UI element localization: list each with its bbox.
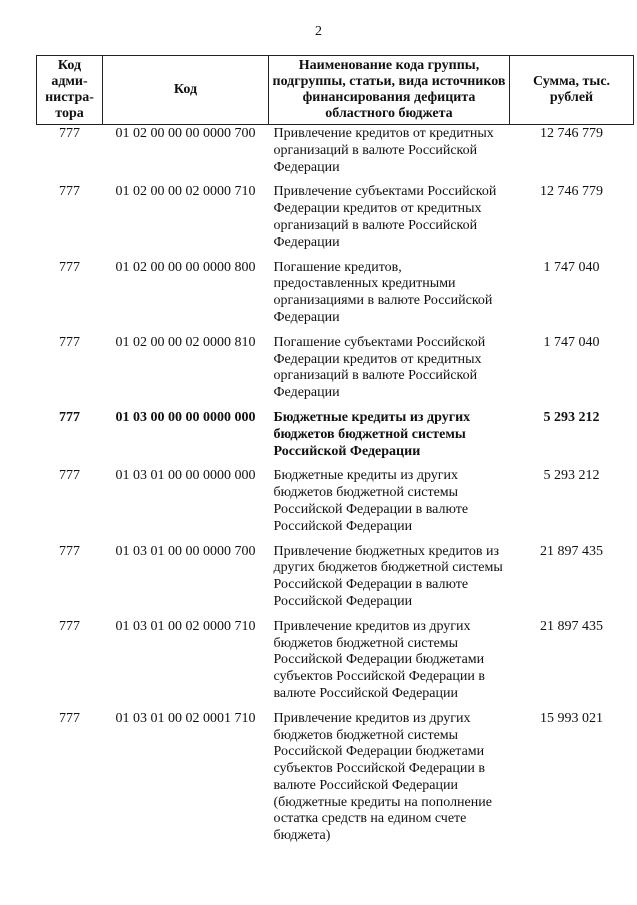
code-cell: 01 02 00 00 00 0000 800 (115, 259, 256, 275)
code-cell: 01 03 00 00 00 0000 000 (115, 409, 256, 425)
header-sum: Сумма, тыс. рублей (510, 56, 634, 125)
admin-code-cell: 777 (59, 334, 80, 350)
header-code: Код (103, 56, 269, 125)
admin-code-cell: 777 (59, 409, 80, 425)
admin-code-cell: 777 (59, 618, 80, 634)
table-row (37, 467, 634, 542)
admin-code-cell: 777 (59, 126, 80, 141)
header-name: Наименование кода группы, подгруппы, статьи, вида источников финансирования дефицита областного бюджета (269, 56, 510, 125)
sum-cell: 21 897 435 (540, 618, 603, 634)
code-cell: 01 02 00 00 02 0000 810 (115, 334, 256, 350)
table-row (37, 334, 634, 409)
code-cell: 01 03 01 00 02 0001 710 (115, 710, 256, 726)
name-cell: Бюджетные кредиты из других бюджетов бюджетной системы Российской Федерации (273, 409, 471, 459)
sum-cell: 1 747 040 (543, 259, 600, 275)
name-cell: Привлечение субъектами Российской Федерации кредитов от кредитных организаций в валюте Российской Федерации (273, 184, 497, 250)
table-row (37, 618, 634, 710)
code-cell: 01 03 01 00 00 0000 000 (115, 468, 256, 484)
sum-cell: 1 747 040 (543, 334, 600, 350)
header-admin-code: Код адми-нистра-тора (37, 56, 103, 125)
table-row (37, 543, 634, 618)
table-row (37, 259, 634, 334)
sources-of-financing-table (36, 55, 634, 852)
table-row (37, 125, 634, 184)
name-cell: Привлечение кредитов из других бюджетов бюджетной системы Российской Федерации бюджетами субъектов Российской Федерации в валюте Российской Федерации (273, 618, 485, 701)
table-row (37, 183, 634, 258)
code-cell: 01 02 00 00 02 0000 710 (115, 184, 256, 200)
sum-cell: 21 897 435 (540, 543, 603, 559)
table-header (37, 56, 634, 125)
table-body (37, 125, 634, 853)
name-cell: Привлечение кредитов из других бюджетов бюджетной системы Российской Федерации бюджетами субъектов Российской Федерации в валюте Российской Федерации (бюджетные кредиты на пополнение остатка средств на едином счете бюджета) (273, 710, 492, 844)
admin-code-cell: 777 (59, 259, 80, 275)
table-header-row (37, 56, 634, 125)
name-cell: Бюджетные кредиты из других бюджетов бюджетной системы Российской Федерации в валюте Российской Федерации (273, 468, 469, 534)
table-row (37, 409, 634, 467)
code-cell: 01 02 00 00 00 0000 700 (115, 126, 256, 141)
name-cell: Погашение кредитов, предоставленных кредитными организациями в валюте Российской Федерации (273, 259, 493, 325)
sum-cell: 5 293 212 (543, 409, 600, 425)
sum-cell: 12 746 779 (540, 184, 603, 200)
name-cell: Привлечение кредитов от кредитных организаций в валюте Российской Федерации (273, 126, 494, 175)
code-cell: 01 03 01 00 00 0000 700 (115, 543, 256, 559)
table-row (37, 710, 634, 852)
admin-code-cell: 777 (59, 184, 80, 200)
admin-code-cell: 777 (59, 543, 80, 559)
name-cell: Привлечение бюджетных кредитов из других бюджетов бюджетной системы Российской Федерации в валюте Российской Федерации (273, 543, 503, 609)
sum-cell: 5 293 212 (543, 468, 600, 484)
sum-cell: 15 993 021 (540, 710, 603, 726)
admin-code-cell: 777 (59, 468, 80, 484)
admin-code-cell: 777 (59, 710, 80, 726)
code-cell: 01 03 01 00 02 0000 710 (115, 618, 256, 634)
page-number: 2 (315, 24, 322, 39)
name-cell: Погашение субъектами Российской Федерации кредитов от кредитных организаций в валюте Российской Федерации (273, 334, 486, 401)
sum-cell: 12 746 779 (540, 126, 603, 141)
